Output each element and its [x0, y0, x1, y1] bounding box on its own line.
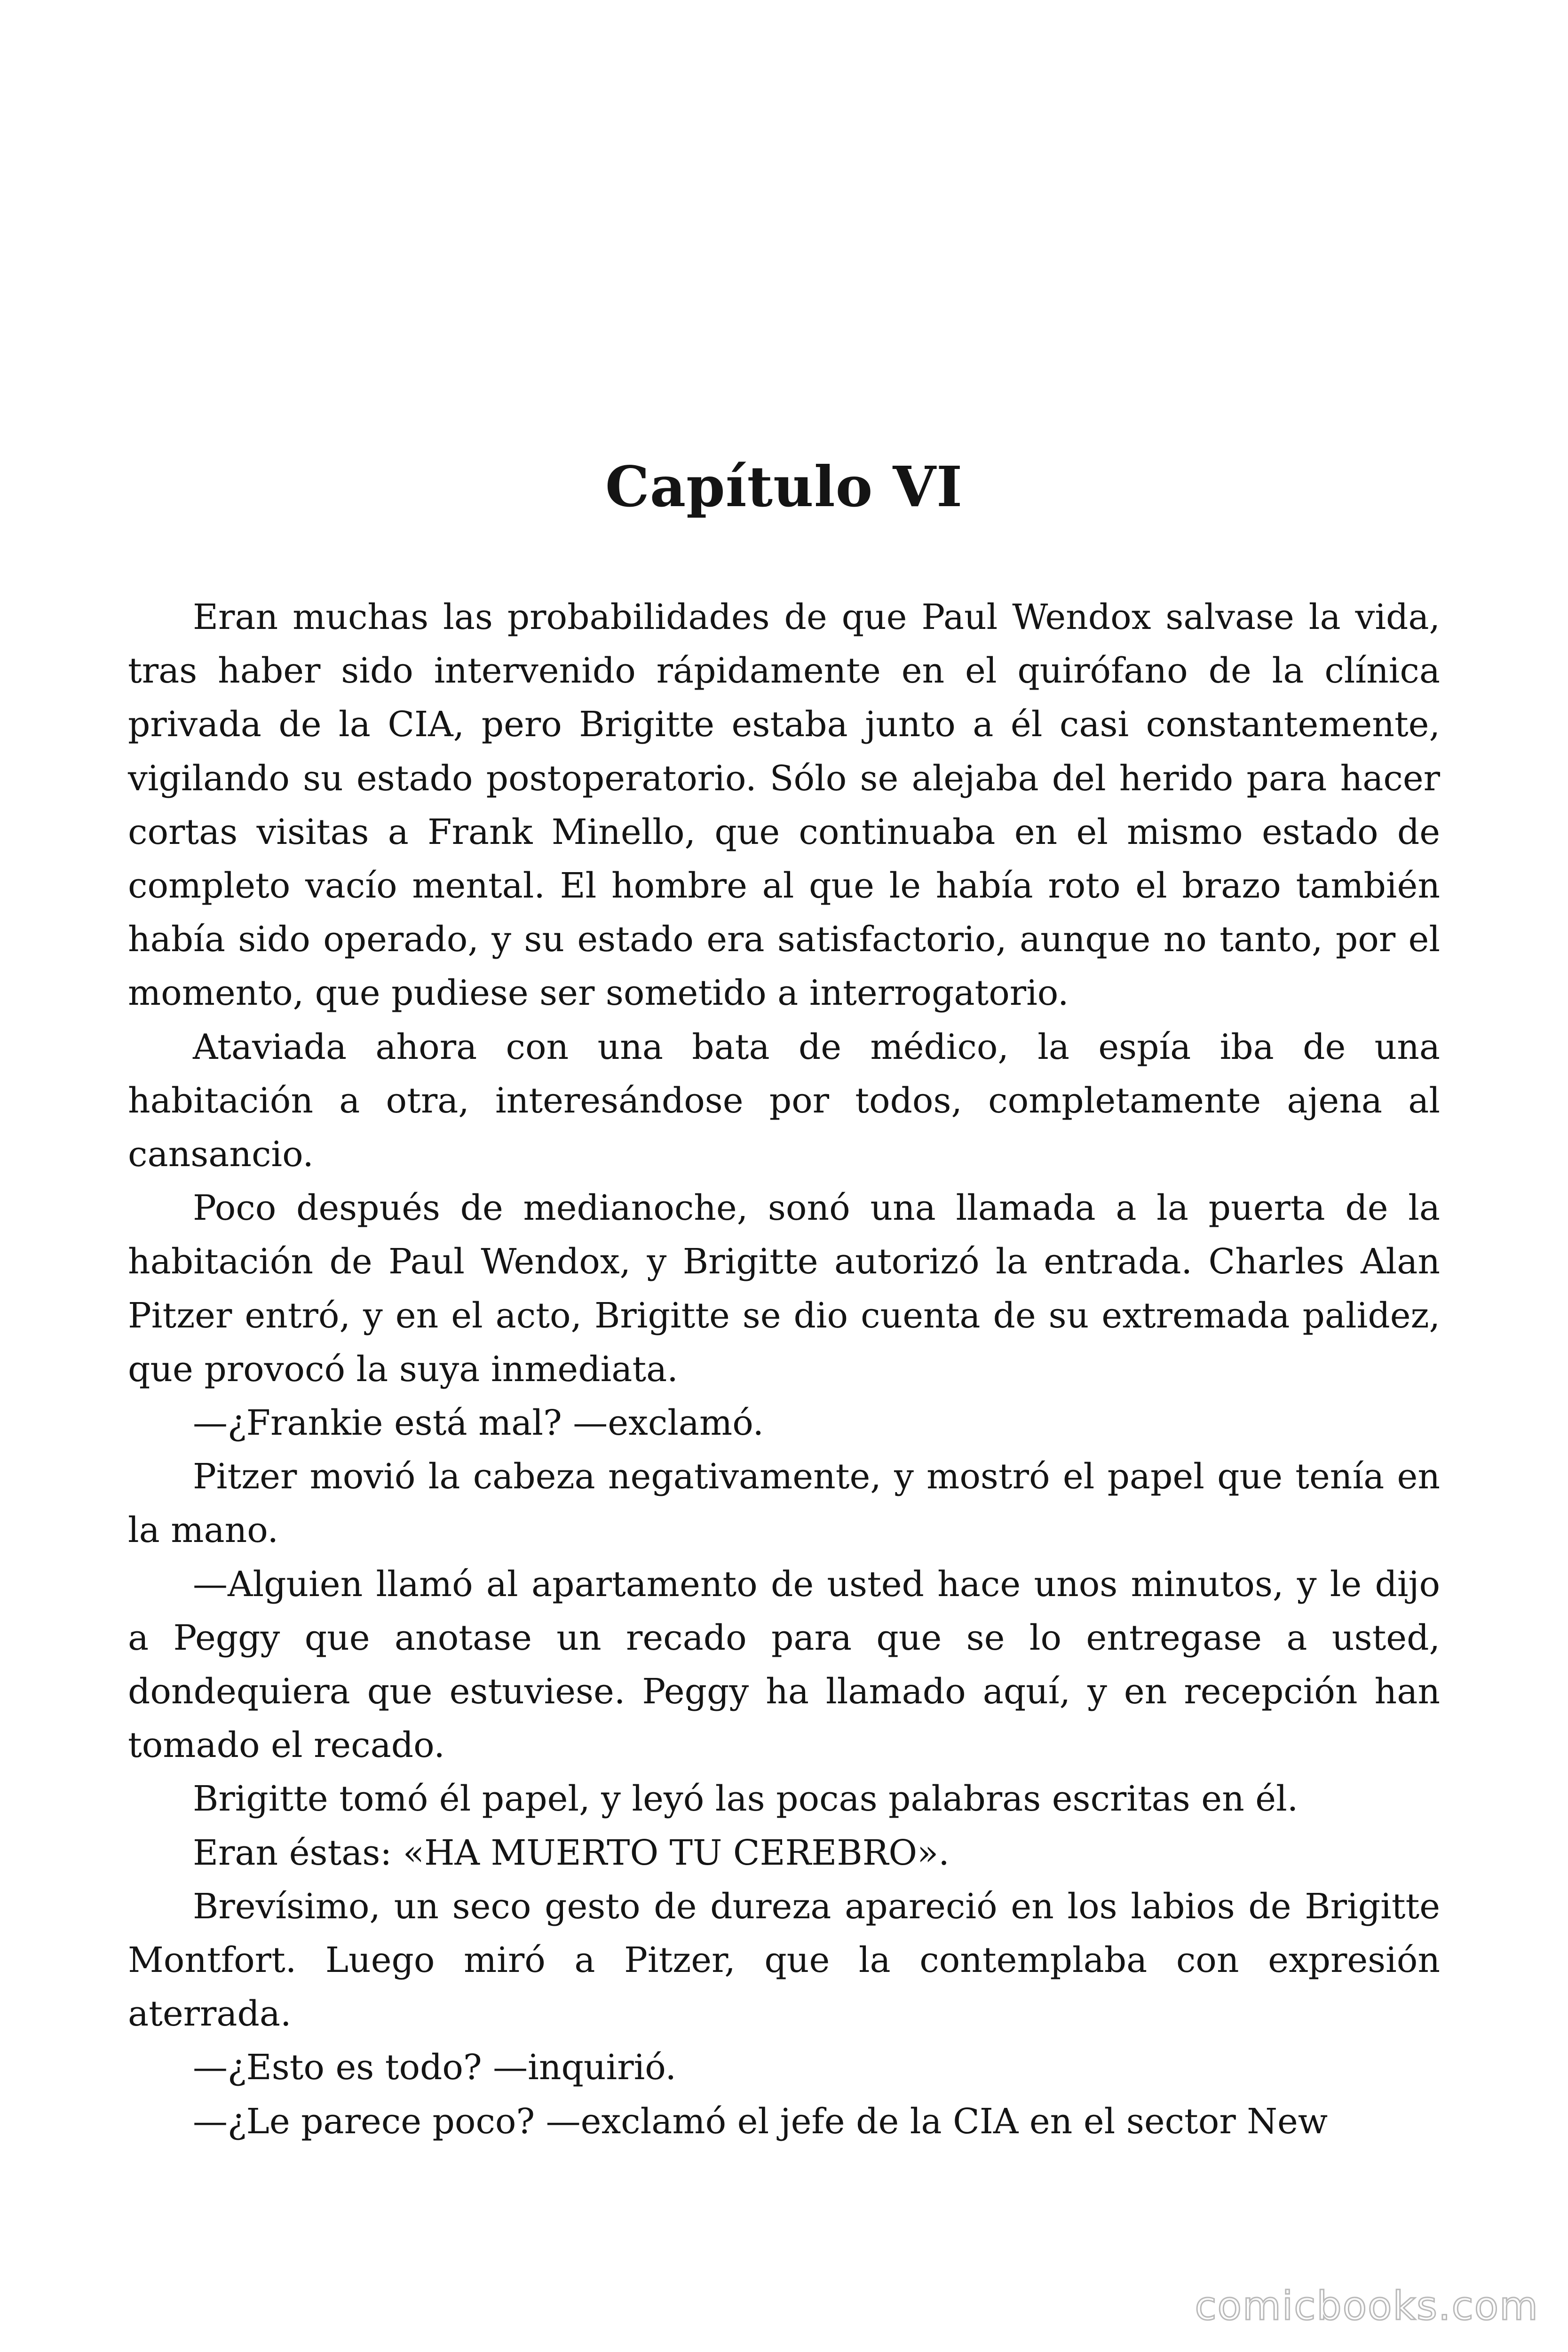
dialogue-line: —Alguien llamó al apartamento de usted hace unos minutos, y le dijo a Peggy que anotase un recado para que se lo entregase a usted, dondequiera que estuviese. Peggy ha llamado aquí, y en recepción han tomado el recado. [128, 1564, 1440, 1766]
paragraph: Eran éstas: «HA MUERTO TU CEREBRO». [193, 1832, 950, 1873]
dialogue-line: —¿Frankie está mal? —exclamó. [193, 1403, 764, 1444]
dialogue-line: —¿Le parece poco? —exclamó el jefe de la CIA en el sector New [193, 2101, 1328, 2142]
chapter-title: Capítulo VI [605, 454, 963, 519]
paragraph: Brevísimo, un seco gesto de dureza apareció en los labios de Brigitte Montfort. Luego miró a Pitzer, que la contemplaba con expresión aterrada. [128, 1886, 1440, 2034]
paragraph: Eran muchas las probabilidades de que Paul Wendox salvase la vida, tras haber sido intervenido rápidamente en el quirófano de la clínica privada de la CIA, pero Brigitte estaba junto a él casi constantemente, vigilando su estado postoperatorio. Sólo se alejaba del herido para hacer cortas visitas a Frank Minello, que continuaba en el mismo estado de completo vacío mental. El hombre al que le había roto el brazo también había sido operado, y su estado era satisfactorio, aunque no tanto, por el momento, que pudiese ser sometido a interrogatorio. [128, 597, 1440, 1014]
dialogue-line: —¿Esto es todo? —inquirió. [193, 2047, 677, 2088]
paragraph: Poco después de medianoche, sonó una llamada a la puerta de la habitación de Paul Wendox, y Brigitte autorizó la entrada. Charles Alan Pitzer entró, y en el acto, Brigitte se dio cuenta de su extremada palidez, que provocó la suya inmediata. [128, 1188, 1440, 1390]
paragraph: Brigitte tomó él papel, y leyó las pocas palabras escritas en él. [193, 1779, 1299, 1820]
watermark: comicbooks.com [1195, 2283, 1539, 2329]
paragraph: Pitzer movió la cabeza negativamente, y mostró el papel que tenía en la mano. [128, 1456, 1440, 1551]
chapter-body [128, 590, 1440, 2148]
paragraph: Ataviada ahora con una bata de médico, la espía iba de una habitación a otra, interesándose por todos, completamente ajena al cansancio. [128, 1026, 1440, 1175]
